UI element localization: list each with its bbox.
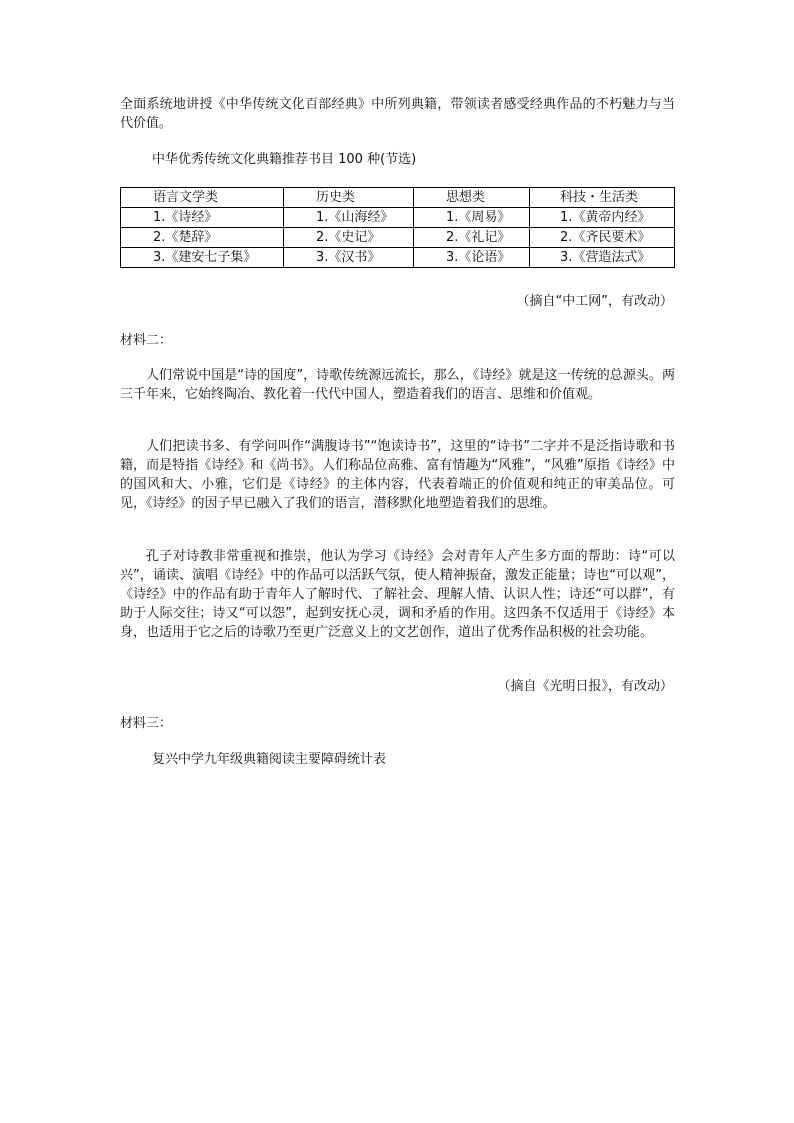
table-cell: 1.《周易》 [414,208,530,228]
table-header-cell: 思想类 [414,188,530,208]
material2-paragraph-1: 人们常说中国是“诗的国度”，诗歌传统源远流长，那么，《诗经》就是这一传统的总源头。两三千年来，它始终陶冶、教化着一代代中国人，塑造着我们的语言、思维和价值观。 [120,368,675,402]
table-header-cell: 科技・生活类 [530,188,675,208]
table-cell: 3.《论语》 [414,248,530,268]
material2-label: 材料二： [120,333,173,348]
material3-table-title: 复兴中学九年级典籍阅读主要障碍统计表 [152,752,387,767]
table-header-cell: 语言文学类 [121,188,284,208]
intro-paragraph: 全面系统地讲授《中华传统文化百部经典》中所列典籍，带领读者感受经典作品的不朽魅力与当代价值。 [120,97,675,131]
table-source-note: （摘自“中工网”，有改动） [516,294,673,309]
table-cell: 3.《建安七子集》 [121,248,284,268]
table-cell: 3.《汉书》 [284,248,414,268]
table-row [121,228,675,248]
table-cell: 2.《礼记》 [414,228,530,248]
table-header-row [121,188,675,208]
material2-paragraph-3: 孔子对诗教非常重视和推崇，他认为学习《诗经》会对青年人产生多方面的帮助：诗“可以兴”，诵读、演唱《诗经》中的作品可以活跃气氛，使人精神振奋，激发正能量；诗也“可以观”，《诗经》中的作品有助于青年人了解时代、了解社会、理解人情、认识人性；诗还“可以群”，有助于人际交往；诗又“可以怨”，起到安抚心灵，调和矛盾的作用。这四条不仅适用于《诗经》本身，也适用于它之后的诗歌乃至更广泛意义上的文艺创作，道出了优秀作品积极的社会功能。 [120,549,675,640]
table-cell: 1.《山海经》 [284,208,414,228]
material2-source-note: （摘自《光明日报》，有改动） [497,679,673,694]
material3-label: 材料三： [120,716,173,731]
table-cell: 1.《黄帝内经》 [530,208,675,228]
book-list-table [120,187,675,268]
table-cell: 2.《楚辞》 [121,228,284,248]
table-cell: 3.《营造法式》 [530,248,675,268]
table-title: 中华优秀传统文化典籍推荐书目 100 种(节选) [152,152,417,167]
table-cell: 2.《齐民要术》 [530,228,675,248]
material2-paragraph-2: 人们把读书多、有学问叫作“满腹诗书”“饱读诗书”，这里的“诗书”二字并不是泛指诗歌和书籍，而是特指《诗经》和《尚书》。人们称品位高雅、富有情趣为“风雅”，“风雅”原指《诗经》中的国风和大、小雅，它们是《诗经》的主体内容，代表着端正的价值观和纯正的审美品位。可见，《诗经》的因子早已融入了我们的语言，潜移默化地塑造着我们的思维。 [120,439,675,511]
table-row [121,248,675,268]
table-row [121,208,675,228]
table-cell: 1.《诗经》 [121,208,284,228]
table-cell: 2.《史记》 [284,228,414,248]
table-header-cell: 历史类 [284,188,414,208]
